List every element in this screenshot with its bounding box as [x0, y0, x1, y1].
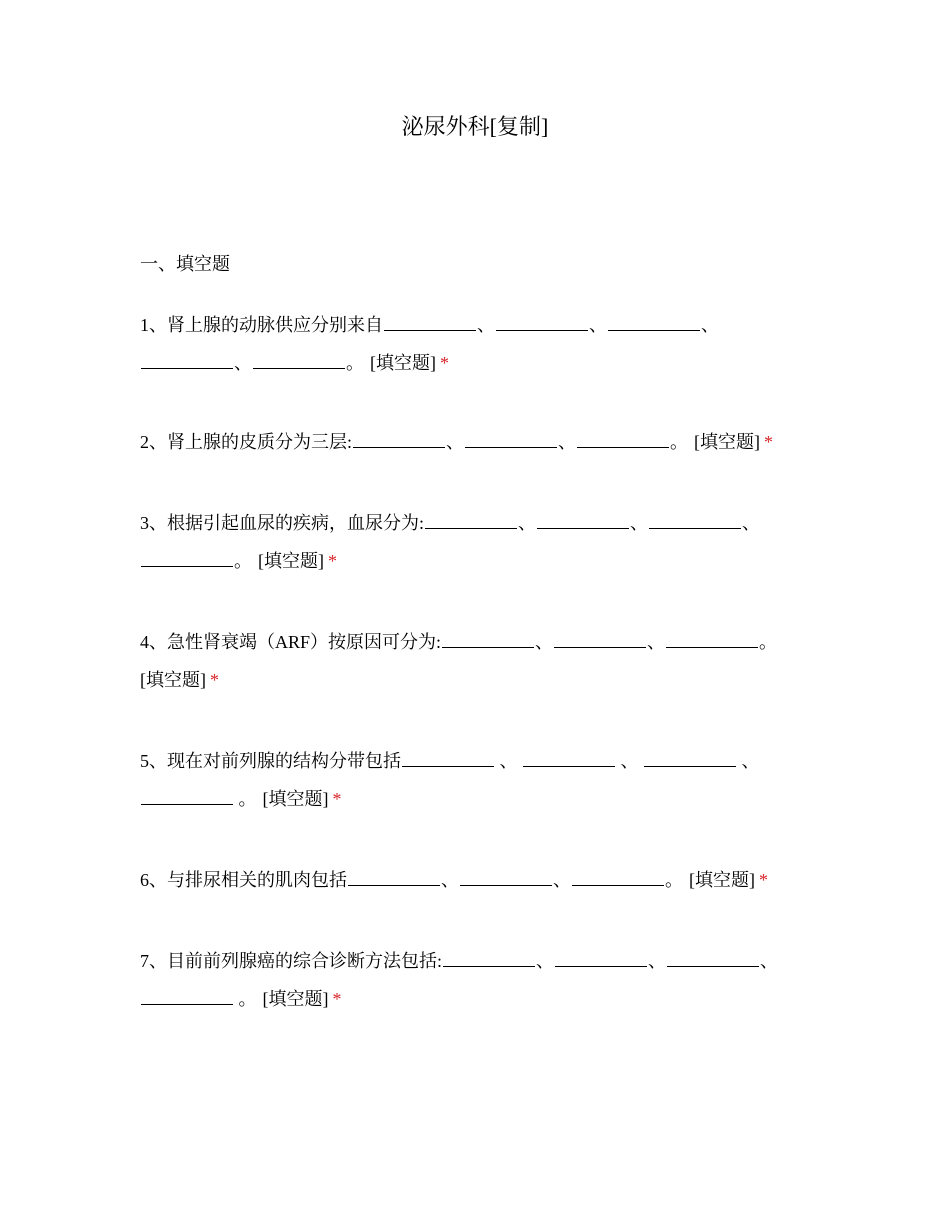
separator: 、 [495, 751, 522, 771]
question-1 [140, 306, 800, 382]
question-text: 肾上腺的皮质分为三层: [167, 432, 352, 452]
question-4 [140, 623, 800, 699]
end-mark: 。 [234, 551, 252, 571]
end-mark: 。 [670, 432, 688, 452]
required-mark: * [440, 353, 449, 373]
answer-blank[interactable] [554, 627, 646, 648]
separator: 、 [647, 632, 666, 652]
answer-blank[interactable] [465, 427, 557, 448]
answer-blank[interactable] [384, 310, 476, 331]
separator: 、 [558, 432, 576, 452]
answer-blank[interactable] [667, 946, 759, 967]
answer-blank[interactable] [496, 310, 588, 331]
answer-blank[interactable] [572, 865, 664, 886]
required-mark: * [332, 789, 342, 809]
separator: 、 [648, 951, 666, 971]
separator: 、 [553, 870, 571, 890]
answer-blank[interactable] [141, 784, 233, 805]
question-type-tag: [填空题] [689, 870, 755, 890]
separator: 、 [760, 951, 778, 971]
section-heading: 一、填空题 [140, 254, 230, 274]
question-type-tag: [填空题] [258, 551, 324, 571]
end-mark: 。 [759, 632, 778, 652]
answer-blank[interactable] [460, 865, 552, 886]
separator: 、 [589, 315, 607, 335]
question-number: 3、 [140, 513, 167, 533]
separator: 、 [616, 751, 643, 771]
question-type-tag: [填空题] [262, 789, 329, 809]
question-type-tag: [填空题] [370, 353, 436, 373]
question-number: 5、 [140, 751, 167, 771]
separator: 、 [234, 353, 252, 373]
question-text: 与排尿相关的肌肉包括 [167, 870, 347, 890]
answer-blank[interactable] [253, 348, 345, 369]
separator: 、 [535, 632, 554, 652]
answer-blank[interactable] [348, 865, 440, 886]
answer-blank[interactable] [425, 508, 517, 529]
question-number: 1、 [140, 315, 167, 335]
answer-blank[interactable] [666, 627, 758, 648]
end-mark: 。 [665, 870, 683, 890]
question-type-tag: [填空题] [694, 432, 760, 452]
answer-blank[interactable] [523, 746, 615, 767]
answer-blank[interactable] [443, 946, 535, 967]
question-text: 目前前列腺癌的综合诊断方法包括: [167, 951, 442, 971]
required-mark: * [764, 432, 773, 452]
answer-blank[interactable] [644, 746, 736, 767]
question-5 [140, 742, 800, 818]
required-mark: * [759, 870, 768, 890]
separator: 、 [518, 513, 536, 533]
question-text: 现在对前列腺的结构分带包括 [167, 751, 401, 771]
separator: 、 [701, 315, 719, 335]
page-title: 泌尿外科[复制] [401, 114, 549, 139]
separator: 、 [441, 870, 459, 890]
required-mark: * [210, 670, 219, 690]
end-mark: 。 [346, 353, 364, 373]
end-mark: 。 [234, 989, 257, 1009]
separator: 、 [536, 951, 554, 971]
required-mark: * [332, 989, 342, 1009]
question-number: 6、 [140, 870, 167, 890]
question-6 [140, 861, 800, 899]
answer-blank[interactable] [402, 746, 494, 767]
separator: 、 [630, 513, 648, 533]
answer-blank[interactable] [577, 427, 669, 448]
answer-blank[interactable] [141, 348, 233, 369]
question-number: 7、 [140, 951, 167, 971]
question-2 [140, 423, 800, 461]
separator: 、 [477, 315, 495, 335]
question-type-tag: [填空题] [140, 670, 206, 690]
required-mark: * [328, 551, 337, 571]
answer-blank[interactable] [608, 310, 700, 331]
question-text: 根据引起血尿的疾病，血尿分为: [167, 513, 424, 533]
answer-blank[interactable] [141, 546, 233, 567]
separator: 、 [737, 751, 760, 771]
answer-blank[interactable] [353, 427, 445, 448]
answer-blank[interactable] [537, 508, 629, 529]
question-text: 肾上腺的动脉供应分别来自 [167, 315, 383, 335]
answer-blank[interactable] [442, 627, 534, 648]
question-type-tag: [填空题] [262, 989, 329, 1009]
question-number: 4、 [140, 632, 167, 652]
question-7 [140, 942, 800, 1018]
separator: 、 [742, 513, 760, 533]
question-number: 2、 [140, 432, 167, 452]
answer-blank[interactable] [555, 946, 647, 967]
question-text: 急性肾衰竭（ARF）按原因可分为: [167, 632, 442, 652]
end-mark: 。 [234, 789, 257, 809]
separator: 、 [446, 432, 464, 452]
question-3 [140, 504, 800, 580]
answer-blank[interactable] [649, 508, 741, 529]
answer-blank[interactable] [141, 984, 233, 1005]
